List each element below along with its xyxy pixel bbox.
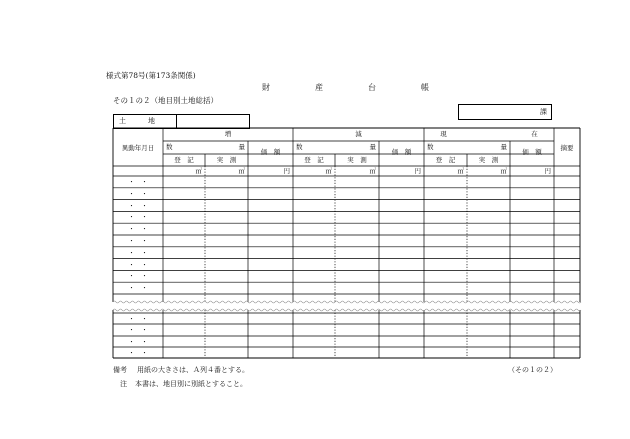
area-unit: ㎡ [238,167,245,175]
date-placeholder: ・ ・ [128,260,148,269]
quantity-header: 数 [296,143,303,151]
date-placeholder: ・ ・ [128,315,148,323]
land-label: 土 地 [119,117,155,125]
area-unit: ㎡ [369,167,376,175]
area-unit: ㎡ [500,167,507,175]
date-placeholder: ・ ・ [128,326,148,334]
yen-unit: 円 [414,167,421,175]
date-placeholder: ・ ・ [128,178,148,186]
form-code: 様式第78号(第173条関係) [106,71,196,80]
title-char: 財 [262,83,270,92]
registered-header: 登 記 [435,156,456,164]
registered-header: 登 記 [304,156,324,164]
date-placeholder: ・ ・ [128,213,148,222]
note-paper-size: 備考 用紙の大きさは、Ａ列４番とする。 [113,366,249,374]
page-break-wave [113,309,581,311]
area-unit: ㎡ [325,167,332,175]
date-placeholder: ・ ・ [128,272,148,281]
date-placeholder: ・ ・ [128,349,148,357]
date-column-header: 異動年月日 [121,144,155,152]
yen-unit: 円 [283,167,290,175]
title-char: 台 [368,83,376,92]
date-placeholder: ・ ・ [128,284,148,293]
title-char: 帳 [421,83,429,92]
quantity-header: 量 [238,143,245,151]
quantity-header: 数 [166,143,173,151]
area-unit: ㎡ [195,167,202,175]
value-header: 価 額 [260,148,281,156]
department-label: 課 [540,108,547,116]
page-indicator: （その１の２） [508,366,557,374]
current-header: 現 在 [440,130,538,138]
remarks-header: 摘要 [560,144,574,152]
date-placeholder: ・ ・ [128,189,148,198]
subtitle: その１の２（地目別土地総括） [113,96,218,105]
decrease-header: 減 [355,130,362,138]
increase-header: 増 [224,130,232,138]
quantity-header: 量 [500,143,507,151]
value-header: 価 額 [522,148,542,156]
title-char: 産 [315,83,323,92]
yen-unit: 円 [544,167,551,175]
date-placeholder: ・ ・ [128,225,148,234]
date-placeholder: ・ ・ [128,248,148,257]
actual-header: 実 測 [478,156,499,164]
quantity-header: 量 [369,143,376,151]
date-placeholder: ・ ・ [128,338,148,346]
page-break-wave [113,301,581,303]
note-separate-sheet: 注 本書は、地目別に別紙とすること。 [120,380,247,388]
registered-header: 登 記 [174,156,194,164]
area-unit: ㎡ [457,167,464,175]
date-placeholder: ・ ・ [128,201,148,210]
date-placeholder: ・ ・ [128,237,148,245]
actual-header: 実 測 [216,156,237,164]
actual-header: 実 測 [347,156,367,164]
value-header: 価 額 [391,148,412,156]
quantity-header: 数 [427,143,434,151]
